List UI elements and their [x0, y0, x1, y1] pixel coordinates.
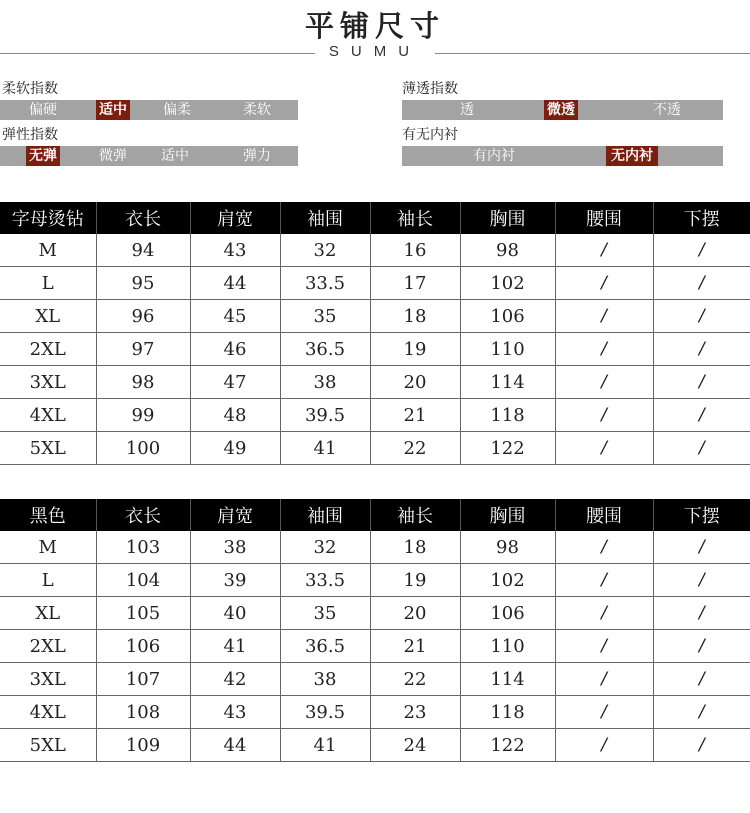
softness-option-1: 适中 [96, 100, 130, 120]
measurement-cell: 21 [370, 399, 460, 432]
measurement-cell: / [555, 630, 653, 663]
lining-bar [402, 146, 723, 166]
measurement-cell: 20 [370, 597, 460, 630]
table-row [0, 564, 750, 597]
measurement-cell: / [555, 399, 653, 432]
measurement-cell: 109 [96, 729, 190, 762]
measurement-cell: 108 [96, 696, 190, 729]
measurement-cell: 118 [460, 696, 555, 729]
table-row [0, 663, 750, 696]
measurement-cell: 97 [96, 333, 190, 366]
measurement-cell: 16 [370, 234, 460, 267]
measurement-cell: 32 [280, 234, 370, 267]
measurement-cell: 110 [460, 630, 555, 663]
table-row [0, 432, 750, 465]
table-header-row [0, 499, 750, 531]
measurement-cell: 106 [460, 300, 555, 333]
measurement-cell: 106 [460, 597, 555, 630]
measurement-cell: 102 [460, 564, 555, 597]
softness-label: 柔软指数 [2, 81, 58, 97]
measurement-cell: 95 [96, 267, 190, 300]
measurement-cell: 18 [370, 300, 460, 333]
measurement-cell: 41 [280, 432, 370, 465]
softness-bar [0, 100, 298, 120]
measurement-cell: / [653, 564, 750, 597]
size-label-cell: 2XL [0, 333, 96, 366]
size-label-cell: M [0, 234, 96, 267]
measurement-cell: 35 [280, 597, 370, 630]
measurement-cell: 24 [370, 729, 460, 762]
measurement-cell: 22 [370, 663, 460, 696]
measurement-cell: 122 [460, 729, 555, 762]
measurement-cell: 103 [96, 531, 190, 564]
column-header: 衣长 [96, 202, 190, 234]
column-header: 衣长 [96, 499, 190, 531]
measurement-cell: 21 [370, 630, 460, 663]
column-header: 胸围 [460, 202, 555, 234]
measurement-cell: 33.5 [280, 267, 370, 300]
measurement-cell: 39.5 [280, 696, 370, 729]
elasticity-option-2: 适中 [161, 148, 189, 164]
measurement-cell: / [555, 696, 653, 729]
measurement-cell: 44 [190, 729, 280, 762]
measurement-cell: 36.5 [280, 333, 370, 366]
column-header: 胸围 [460, 499, 555, 531]
column-header: 下摆 [653, 499, 750, 531]
measurement-cell: 35 [280, 300, 370, 333]
column-header-style: 字母烫钻 [0, 202, 96, 234]
measurement-cell: 102 [460, 267, 555, 300]
size-label-cell: 4XL [0, 399, 96, 432]
measurement-cell: 19 [370, 333, 460, 366]
size-label-cell: XL [0, 597, 96, 630]
measurement-cell: / [653, 597, 750, 630]
measurement-cell: / [555, 267, 653, 300]
table-row [0, 267, 750, 300]
measurement-cell: 43 [190, 696, 280, 729]
column-header: 袖长 [370, 499, 460, 531]
measurement-cell: 114 [460, 366, 555, 399]
sheerness-option-0: 透 [460, 102, 474, 118]
sheerness-bar [402, 100, 723, 120]
column-header: 肩宽 [190, 499, 280, 531]
table-row [0, 729, 750, 762]
measurement-cell: / [653, 333, 750, 366]
measurement-cell: 39 [190, 564, 280, 597]
lining-option-0: 有内衬 [473, 148, 515, 164]
measurement-cell: 23 [370, 696, 460, 729]
measurement-cell: / [555, 300, 653, 333]
measurement-cell: 40 [190, 597, 280, 630]
measurement-cell: / [653, 630, 750, 663]
measurement-cell: 44 [190, 267, 280, 300]
measurement-cell: / [653, 432, 750, 465]
measurement-cell: / [653, 300, 750, 333]
column-header: 腰围 [555, 202, 653, 234]
measurement-cell: 48 [190, 399, 280, 432]
measurement-cell: / [555, 366, 653, 399]
measurement-cell: / [653, 663, 750, 696]
column-header: 袖围 [280, 202, 370, 234]
measurement-cell: 118 [460, 399, 555, 432]
measurement-cell: / [555, 663, 653, 696]
table-row [0, 333, 750, 366]
table-row [0, 300, 750, 333]
table-row [0, 597, 750, 630]
measurement-cell: 38 [280, 663, 370, 696]
size-label-cell: 4XL [0, 696, 96, 729]
measurement-cell: 22 [370, 432, 460, 465]
table-row [0, 531, 750, 564]
measurement-cell: 107 [96, 663, 190, 696]
measurement-cell: / [555, 729, 653, 762]
elasticity-label: 弹性指数 [2, 127, 58, 143]
measurement-cell: 39.5 [280, 399, 370, 432]
measurement-cell: 38 [190, 531, 280, 564]
lining-option-1: 无内衬 [606, 146, 658, 166]
measurement-cell: / [555, 333, 653, 366]
size-label-cell: 5XL [0, 729, 96, 762]
measurement-cell: / [555, 531, 653, 564]
size-table-1 [0, 202, 750, 465]
measurement-cell: 110 [460, 333, 555, 366]
measurement-cell: 36.5 [280, 630, 370, 663]
table-header-row [0, 202, 750, 234]
measurement-cell: 45 [190, 300, 280, 333]
measurement-cell: 46 [190, 333, 280, 366]
table-row [0, 399, 750, 432]
size-label-cell: XL [0, 300, 96, 333]
sheerness-option-2: 不透 [653, 102, 681, 118]
table-row [0, 366, 750, 399]
elasticity-option-1: 微弹 [99, 148, 127, 164]
size-table-2 [0, 499, 750, 762]
measurement-cell: 38 [280, 366, 370, 399]
measurement-cell: / [653, 531, 750, 564]
measurement-cell: / [653, 399, 750, 432]
size-label-cell: 2XL [0, 630, 96, 663]
measurement-cell: / [653, 366, 750, 399]
sheerness-label: 薄透指数 [402, 81, 458, 97]
measurement-cell: 32 [280, 531, 370, 564]
measurement-cell: / [653, 696, 750, 729]
measurement-cell: / [555, 597, 653, 630]
softness-option-0: 偏硬 [29, 102, 57, 118]
size-label-cell: L [0, 564, 96, 597]
size-label-cell: 5XL [0, 432, 96, 465]
softness-option-2: 偏柔 [163, 102, 191, 118]
measurement-cell: / [555, 564, 653, 597]
measurement-cell: 41 [280, 729, 370, 762]
size-label-cell: 3XL [0, 366, 96, 399]
measurement-cell: 19 [370, 564, 460, 597]
page-title: 平铺尺寸 [304, 9, 445, 43]
measurement-cell: 43 [190, 234, 280, 267]
softness-option-3: 柔软 [243, 102, 271, 118]
measurement-cell: / [555, 432, 653, 465]
subtitle: SUMU [328, 43, 422, 60]
measurement-cell: 105 [96, 597, 190, 630]
column-header: 袖长 [370, 202, 460, 234]
measurement-cell: 99 [96, 399, 190, 432]
table-row [0, 630, 750, 663]
column-header: 腰围 [555, 499, 653, 531]
table-row [0, 696, 750, 729]
measurement-cell: 41 [190, 630, 280, 663]
measurement-cell: 100 [96, 432, 190, 465]
measurement-cell: 33.5 [280, 564, 370, 597]
column-header: 袖围 [280, 499, 370, 531]
measurement-cell: 20 [370, 366, 460, 399]
measurement-cell: 49 [190, 432, 280, 465]
measurement-cell: 104 [96, 564, 190, 597]
measurement-cell: 47 [190, 366, 280, 399]
measurement-cell: 18 [370, 531, 460, 564]
measurement-cell: 98 [460, 531, 555, 564]
measurement-cell: 96 [96, 300, 190, 333]
column-header: 下摆 [653, 202, 750, 234]
elasticity-option-3: 弹力 [243, 148, 271, 164]
measurement-cell: 122 [460, 432, 555, 465]
measurement-cell: / [653, 729, 750, 762]
lining-label: 有无内衬 [402, 127, 458, 143]
measurement-cell: / [653, 267, 750, 300]
divider-left [0, 53, 315, 54]
divider-right [435, 53, 750, 54]
sheerness-option-1: 微透 [544, 100, 578, 120]
measurement-cell: 42 [190, 663, 280, 696]
subtitle-line [0, 43, 750, 63]
measurement-cell: 17 [370, 267, 460, 300]
column-header-style: 黑色 [0, 499, 96, 531]
size-label-cell: M [0, 531, 96, 564]
measurement-cell: 106 [96, 630, 190, 663]
measurement-cell: 98 [96, 366, 190, 399]
measurement-cell: / [653, 234, 750, 267]
measurement-cell: 114 [460, 663, 555, 696]
size-label-cell: L [0, 267, 96, 300]
measurement-cell: 94 [96, 234, 190, 267]
measurement-cell: / [555, 234, 653, 267]
table-row [0, 234, 750, 267]
column-header: 肩宽 [190, 202, 280, 234]
size-label-cell: 3XL [0, 663, 96, 696]
measurement-cell: 98 [460, 234, 555, 267]
elasticity-bar [0, 146, 298, 166]
elasticity-option-0: 无弹 [26, 146, 60, 166]
